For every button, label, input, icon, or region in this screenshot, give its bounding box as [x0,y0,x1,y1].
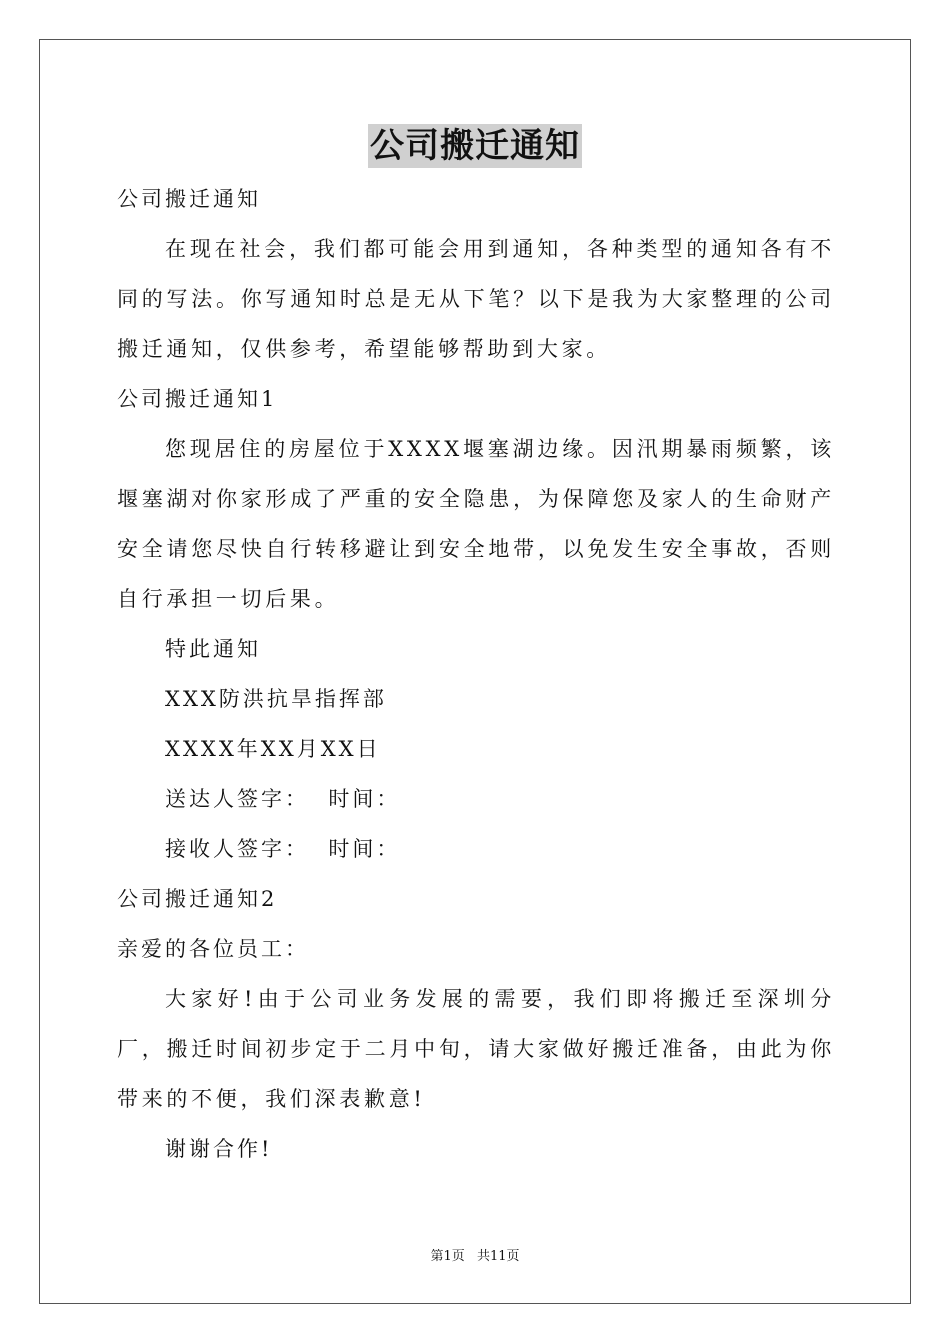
section1-heading: 公司搬迁通知1 [117,387,278,411]
section1-issuer: XXX防洪抗旱指挥部 [165,687,387,711]
section1-receiver-sign: 接收人签字： 时间： [165,837,401,861]
section1-date: XXXX年XX月XX日 [165,737,381,761]
page-footer [0,1248,950,1266]
section1-sender-sign: 送达人签字： 时间： [165,787,401,811]
title-container [0,124,950,168]
section2-thanks: 谢谢合作! [165,1137,273,1161]
intro-paragraph: 在现在社会，我们都可能会用到通知，各种类型的通知各有不同的写法。你写通知时总是无从下笔？以下是我为大家整理的公司搬迁通知，仅供参考，希望能够帮助到大家。 [117,237,835,361]
document-body [117,174,835,1174]
section2-heading: 公司搬迁通知2 [117,887,278,911]
section2-body: 大家好!由于公司业务发展的需要，我们即将搬迁至深圳分厂，搬迁时间初步定于二月中旬，请大家做好搬迁准备，由此为你带来的不便，我们深表歉意! [117,987,835,1111]
section2-salutation: 亲爱的各位员工： [117,937,309,961]
section1-body: 您现居住的房屋位于XXXX堰塞湖边缘。因汛期暴雨频繁，该堰塞湖对你家形成了严重的安全隐患，为保障您及家人的生命财产安全请您尽快自行转移避让到安全地带，以免发生安全事故，否则自行承担一切后果。 [117,437,835,611]
page-number: 第1页 [430,1249,465,1264]
section1-closing: 特此通知 [165,637,261,661]
document-subtitle: 公司搬迁通知 [117,187,261,211]
page-total: 共11页 [476,1249,520,1264]
document-title: 公司搬迁通知 [370,126,580,166]
